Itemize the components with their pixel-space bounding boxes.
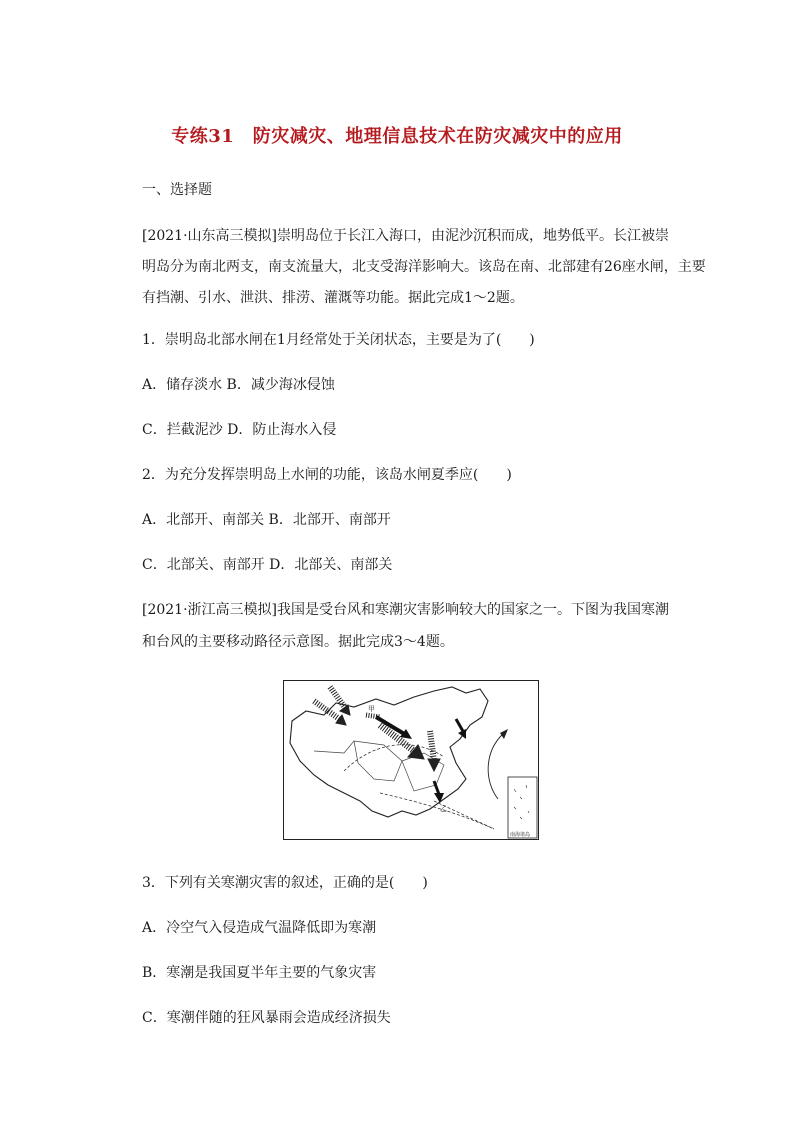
question-3-stem: 3．下列有关寒潮灾害的叙述，正确的是( ) bbox=[142, 875, 428, 891]
question-2-options-ab: A．北部开、南部关 B．北部开、南部开 bbox=[142, 512, 391, 528]
passage-1-line-3: 有挡潮、引水、泄洪、排涝、灌溉等功能。据此完成1～2题。 bbox=[142, 290, 524, 306]
passage-1-line-1: [2021·山东高三模拟]崇明岛位于长江入海口，由泥沙沉积而成，地势低平。长江被崇 bbox=[142, 228, 670, 244]
section-heading: 一、选择题 bbox=[142, 182, 212, 198]
question-3-option-c: C．寒潮伴随的狂风暴雨会造成经济损失 bbox=[142, 1010, 391, 1026]
cold-wave-arrow-2 bbox=[330, 687, 350, 715]
cold-wave-arrow-4 bbox=[428, 731, 440, 771]
page-title: 专练31 防灾减灾、地理信息技术在防灾减灾中的应用 bbox=[171, 126, 623, 147]
cold-wave-typhoon-map bbox=[283, 680, 539, 840]
south-china-sea-inset bbox=[508, 777, 537, 838]
cold-wave-arrow-3 bbox=[380, 725, 424, 759]
question-2-options-cd: C．北部关、南部开 D．北部关、南部关 bbox=[142, 557, 393, 573]
question-1-stem: 1．崇明岛北部水闸在1月经常处于关闭状态，主要是为了( ) bbox=[142, 332, 535, 348]
passage-1-line-2: 明岛分为南北两支，南支流量大，北支受海洋影响大。该岛在南、北部建有26座水闸，主要 bbox=[142, 259, 706, 275]
question-1-options-cd: C．拦截泥沙 D．防止海水入侵 bbox=[142, 422, 337, 438]
passage-2-line-2: 和台风的主要移动路径示意图。据此完成3～4题。 bbox=[142, 634, 454, 650]
question-2-stem: 2．为充分发挥崇明岛上水闸的功能，该岛水闸夏季应( ) bbox=[142, 467, 512, 483]
question-1-options-ab: A．储存淡水 B．减少海冰侵蚀 bbox=[142, 377, 335, 393]
question-3-option-b: B．寒潮是我国夏半年主要的气象灾害 bbox=[142, 965, 377, 981]
inset-label: 南海诸岛 bbox=[510, 832, 531, 838]
label-jia: 甲 bbox=[368, 705, 375, 713]
question-3-option-a: A．冷空气入侵造成气温降低即为寒潮 bbox=[142, 920, 377, 936]
label-yi: 乙 bbox=[440, 805, 447, 813]
passage-2-line-1: [2021·浙江高三模拟]我国是受台风和寒潮灾害影响较大的国家之一。下图为我国寒潮 bbox=[142, 602, 670, 618]
